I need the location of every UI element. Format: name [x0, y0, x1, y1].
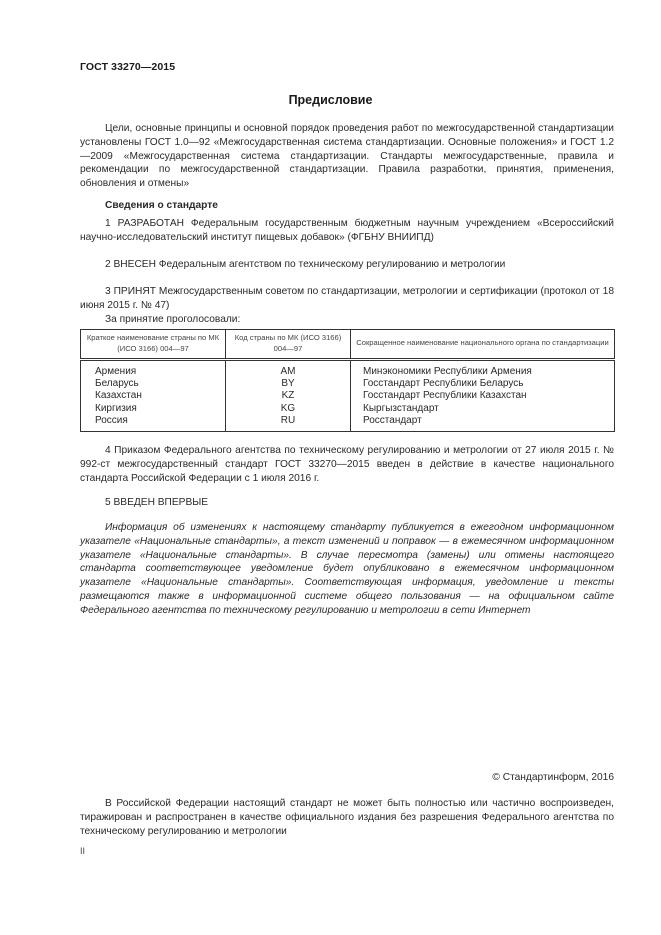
table-header-row [81, 330, 615, 360]
cell-authority: Минэкономики Республики Армения [351, 360, 615, 379]
document-id: ГОСТ 33270—2015 [80, 61, 176, 73]
cell-authority: Госстандарт Республики Беларусь [351, 378, 615, 390]
cell-country: Россия [81, 415, 226, 432]
cell-country: Беларусь [81, 378, 226, 390]
item-submitted: 2 ВНЕСЕН Федеральным агентством по техническому регулированию и метрологии [105, 259, 506, 270]
col-header-authority: Сокращенное наименование национального органа по стандартизации [351, 330, 615, 360]
intro-paragraph: Цели, основные принципы и основной порядок проведения работ по межгосударственной стандартизации установлены ГОСТ 1.0—92 «Межгосударственная система стандартизации. Основные положения» и ГОСТ 1.2—2009 «Межгосударственная система стандартизации. Стандарты межгосударственные, правила и рекомендации по межгосударственной стандартизации. Правила разработки, принятия, применения, обновления и отмены» [80, 123, 614, 190]
col-header-code: Код страны по МК (ИСО 3166) 004—97 [226, 330, 351, 360]
item-developed: 1 РАЗРАБОТАН Федеральным государственным бюджетным научным учреждением «Всероссийский научно-исследовательский институт пищевых добавок» (ФГБНУ ВНИИПД) [80, 218, 614, 243]
cell-authority: Росстандарт [351, 415, 615, 432]
table-row [81, 390, 615, 402]
page-number: II [80, 846, 86, 856]
cell-code: AM [226, 360, 351, 379]
rights-notice: В Российской Федерации настоящий стандарт не может быть полностью или частично воспроизведен, тиражирован и распространен в качестве официального издания без разрешения Федерального агентства по техническому регулированию и метрологии [80, 798, 614, 837]
copyright: © Стандартинформ, 2016 [492, 772, 614, 783]
page-title: Предисловие [288, 93, 373, 107]
vote-label: За принятие проголосовали: [105, 314, 241, 325]
cell-code: KZ [226, 390, 351, 402]
cell-authority: Кыргызстандарт [351, 403, 615, 415]
cell-code: KG [226, 403, 351, 415]
cell-authority: Госстандарт Республики Казахстан [351, 390, 615, 402]
item-enacted: 4 Приказом Федерального агентства по техническому регулированию и метрологии от 27 июля 2015 г. № 992-ст межгосударственный стандарт ГОСТ 33270—2015 введен в действие в качестве национального стандарта Российской Федерации с 1 июля 2016 г. [80, 445, 614, 484]
col-header-country: Краткое наименование страны по МК (ИСО 3166) 004—97 [81, 330, 226, 360]
member-states-table [80, 329, 615, 432]
item-first-introduced: 5 ВВЕДЕН ВПЕРВЫЕ [105, 497, 209, 508]
cell-country: Армения [81, 360, 226, 379]
section-heading: Сведения о стандарте [105, 200, 218, 211]
item-adopted: 3 ПРИНЯТ Межгосударственным советом по стандартизации, метрологии и сертификации (протокол от 18 июня 2015 г. № 47) [80, 286, 614, 311]
amendments-notice: Информация об изменениях к настоящему стандарту публикуется в ежегодном информационном указателе «Национальные стандарты», а текст изменений и поправок — в ежемесячном информационном указателе «Национальные стандарты». В случае пересмотра (замены) или отмены настоящего стандарта соответствующее уведомление будет опубликовано в ежемесячном информационном указателе «Национальные стандарты». Соответствующая информация, уведомление и тексты размещаются также в информационной системе общего пользования — на официальном сайте Федерального агентства по техническому регулированию и метрологии в сети Интернет [80, 522, 614, 616]
cell-code: RU [226, 415, 351, 432]
cell-code: BY [226, 378, 351, 390]
table-row [81, 403, 615, 415]
cell-country: Киргизия [81, 403, 226, 415]
cell-country: Казахстан [81, 390, 226, 402]
table-row [81, 378, 615, 390]
table-row [81, 360, 615, 379]
table-row [81, 415, 615, 432]
